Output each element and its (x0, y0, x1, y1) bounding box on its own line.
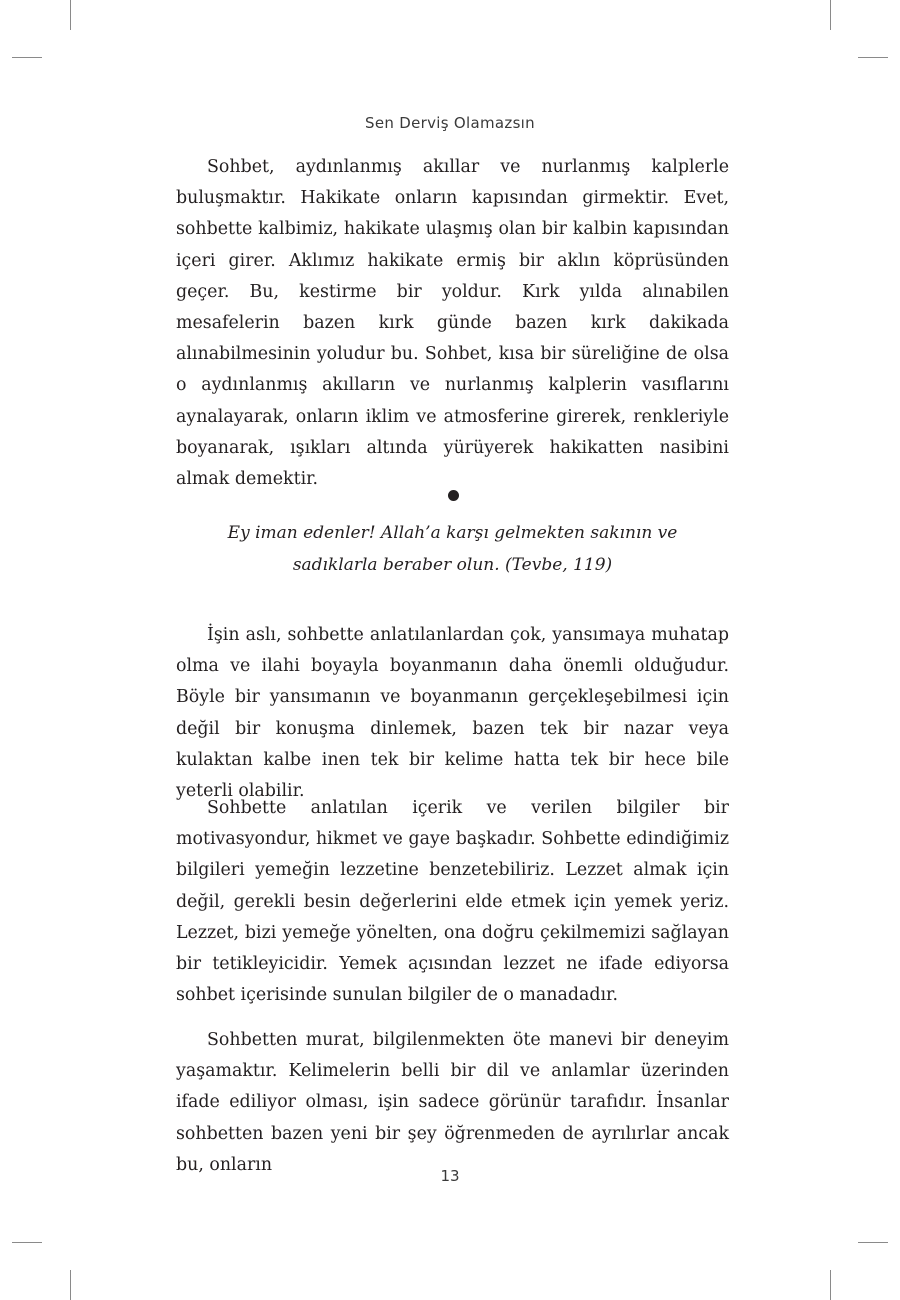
paragraph-2-text: İşin aslı, sohbette anlatılanlardan çok, yansımaya muhatap olma ve ilahi boyayla boyanmanın daha önemli olduğudur. Böyle bir yansımanın ve boyanmanın gerçekleşebilmesi için değil bir konuşma dinlemek, bazen tek bir nazar veya kulaktan kalbe inen tek bir kelime hatta tek bir hece bile yeterli olabilir. (176, 625, 729, 802)
crop-mark-bottom-left-horizontal (12, 1242, 42, 1243)
paragraph-1 (176, 152, 729, 495)
paragraph-3 (176, 793, 729, 1011)
crop-mark-top-right-horizontal (858, 57, 888, 58)
running-header: Sen Derviş Olamazsın (365, 114, 535, 132)
crop-mark-top-right-vertical (830, 0, 831, 30)
paragraph-4 (176, 1025, 729, 1181)
page-number: 13 (440, 1167, 460, 1185)
paragraph-2 (176, 620, 729, 807)
crop-mark-bottom-right-horizontal (858, 1242, 888, 1243)
crop-mark-top-left-horizontal (12, 57, 42, 58)
crop-mark-bottom-left-vertical (70, 1270, 71, 1300)
crop-mark-top-left-vertical (70, 0, 71, 30)
section-separator-bullet (448, 490, 459, 501)
quote-line-1: Ey iman edenler! Allah’a karşı gelmekten sakının ve (227, 523, 678, 543)
paragraph-4-text: Sohbetten murat, bilgilenmekten öte manevi bir deneyim yaşamaktır. Kelimelerin belli bir dil ve anlamlar üzerinden ifade ediliyor olması, işin sadece görünür tarafıdır. İnsanlar sohbetten bazen yeni bir şey öğrenmeden de ayrılırlar ancak bu, onların (176, 1030, 729, 1175)
quote-line-2: sadıklarla beraber olun. (Tevbe, 119) (292, 554, 613, 575)
epigraph-quote (176, 518, 729, 581)
crop-mark-bottom-right-vertical (830, 1270, 831, 1300)
paragraph-3-text: Sohbette anlatılan içerik ve verilen bilgiler bir motivasyondur, hikmet ve gaye başkadır. Sohbette edindiğimiz bilgileri yemeğin lezzetine benzetebiliriz. Lezzet almak için değil, gerekli besin değerlerini elde etmek için yemek yeriz. Lezzet, bizi yemeğe yönelten, ona doğru çekilmemizi sağlayan bir tetikleyicidir. Yemek açısından lezzet ne ifade ediyorsa sohbet içerisinde sunulan bilgiler de o manadadır. (176, 798, 729, 1006)
paragraph-1-text: Sohbet, aydınlanmış akıllar ve nurlanmış kalplerle buluşmaktır. Hakikate onların kapısından girmektir. Evet, sohbette kalbimiz, hakikate ulaşmış olan bir kalbin kapısından içeri girer. Aklımız hakikate ermiş bir aklın köprüsünden geçer. Bu, kestirme bir yoldur. Kırk yılda alınabilen mesafelerin bazen kırk günde bazen kırk dakikada alınabilmesinin yoludur bu. Sohbet, kısa bir süreliğine de olsa o aydınlanmış akılların ve nurlanmış kalplerin vasıflarını aynalayarak, onların iklim ve atmosferine girerek, renkleriyle boyanarak, ışıkları altında yürüyerek hakikatten nasibini almak demektir. (176, 157, 729, 490)
